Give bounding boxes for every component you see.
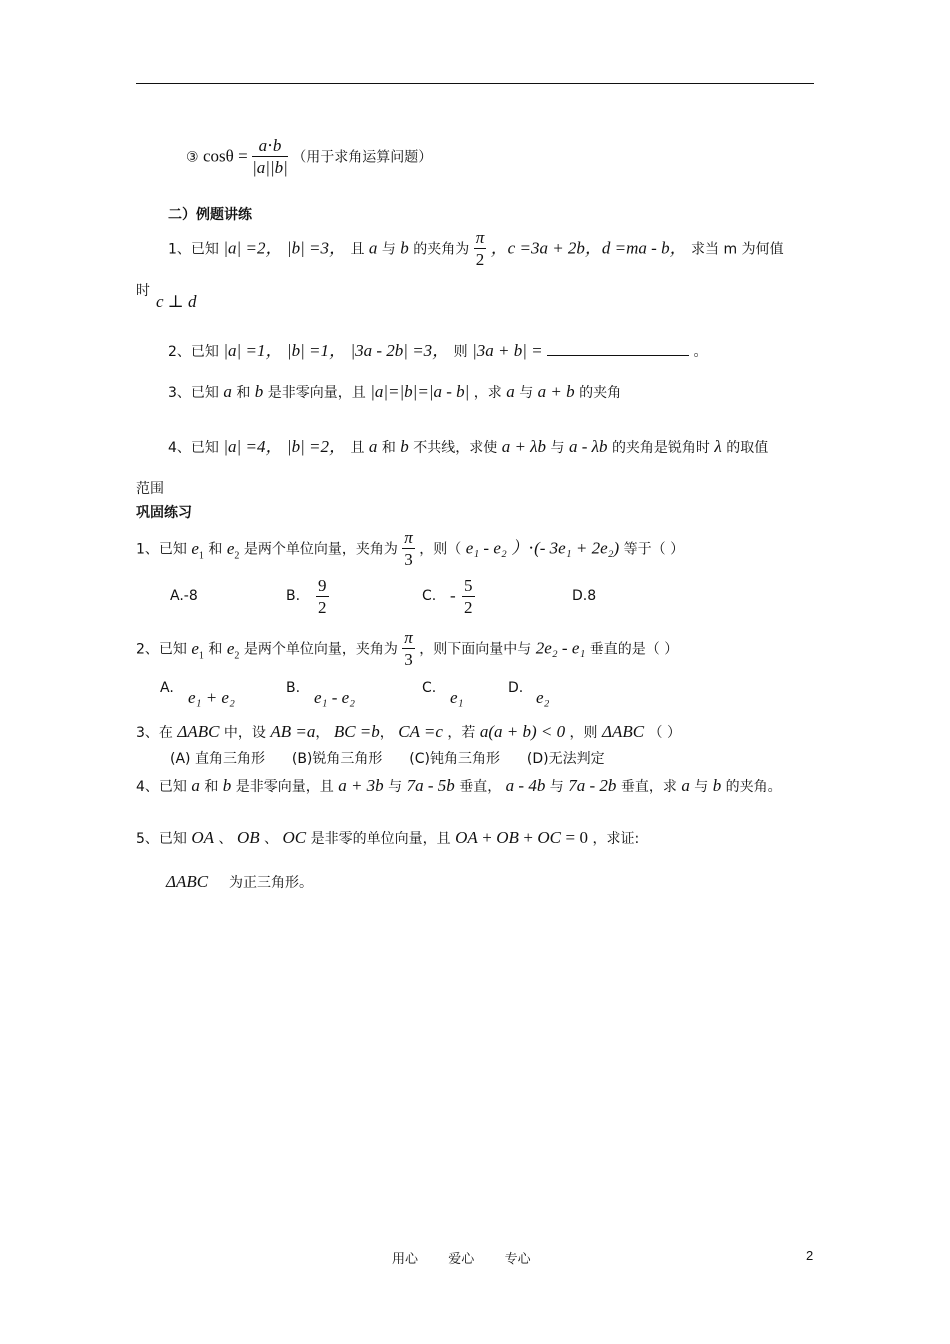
header-rule xyxy=(136,83,814,84)
formula-numerator: a⋅b xyxy=(252,136,288,157)
example-4-line2: 范围 xyxy=(136,481,164,497)
section-title-practice: 巩固练习 xyxy=(136,505,192,521)
q1-num: π xyxy=(404,528,413,547)
example-2 xyxy=(168,336,708,361)
ex1-line2-text: 时 xyxy=(136,283,150,299)
q1-option-b-den: 2 xyxy=(318,598,327,617)
q3-triangle: ΔABC xyxy=(177,722,220,741)
q2-text: 和 xyxy=(208,641,223,658)
q1-text: 和 xyxy=(208,541,223,558)
ex3-text: 和 xyxy=(236,385,251,401)
q2-expr: 2e₂ - e₁ xyxy=(535,638,586,658)
ex1-vec-b: b xyxy=(400,238,409,258)
q4-vec-b: b xyxy=(712,776,722,795)
q1-option-b-fraction xyxy=(316,576,329,619)
q5-triangle: ΔABC xyxy=(166,872,209,891)
example-1-line2 xyxy=(136,280,150,300)
ex2-answer-blank xyxy=(547,345,689,356)
ex4-cond1: |a| =4， xyxy=(223,437,283,456)
ex1-num: π xyxy=(475,228,485,247)
q1-expr1: e₁ - e₂ xyxy=(465,538,507,558)
q5-vec-ob: OB xyxy=(236,828,260,847)
practice-5 xyxy=(136,828,639,848)
q4-text: 和 xyxy=(204,779,219,795)
q1-text: 等于（ ） xyxy=(623,541,685,558)
footer-slogan-1: 用心 xyxy=(392,1252,419,1267)
ex4-text: 且 xyxy=(350,440,365,456)
q1-option-c-neg: - xyxy=(450,586,456,605)
q1-option-d: D.8 xyxy=(572,588,597,604)
q5-eq: = xyxy=(565,828,576,847)
practice-2: 2、已知 $e_1$ 和 $e_2$ 是两个单位向量，夹角为 $\frac{\pi}{3}$ ，则下面向量中与 2e₂ - e₁ 垂直的是（ ） xyxy=(136,628,679,669)
ex3-text: ，求 xyxy=(473,385,502,401)
formula-lhs: cosθ = xyxy=(203,146,248,166)
q4-vec-4: 7a - 2b xyxy=(568,776,617,795)
q5-sum-oa: OA xyxy=(455,828,478,847)
q5-plus: + xyxy=(523,828,533,847)
q2-option-a-value: e₁ + e₂ xyxy=(188,688,235,707)
ex3-prefix: 3、已知 xyxy=(168,385,219,401)
q1-text: 是两个单位向量，夹角为 xyxy=(243,541,398,558)
q2-option-c-value: e₁ xyxy=(450,688,464,707)
ex1-text: 与 xyxy=(381,241,396,258)
q3-vec-bc: BC =b xyxy=(333,722,380,741)
q1-option-c-label: C. xyxy=(422,588,437,604)
q4-text: 与 xyxy=(388,779,403,795)
ex3-text: 与 xyxy=(519,385,534,401)
footer-slogan-2: 爱心 xyxy=(448,1252,475,1267)
ex1-angle-fraction xyxy=(474,228,487,271)
q2-option-a-label: A. xyxy=(160,680,174,696)
practice-5-line2 xyxy=(166,872,313,892)
q4-text: 垂直，求 xyxy=(620,779,677,795)
ex4-text: 和 xyxy=(381,440,396,456)
ex1-abs-a: |a| =2， xyxy=(223,238,283,258)
section-title-examples: 二）例题讲练 xyxy=(168,207,252,223)
ex1-text: 的夹角为 xyxy=(413,241,470,258)
q2-options xyxy=(160,680,800,714)
practice-1: 1、已知 $e_1$ 和 $e_2$ 是两个单位向量，夹角为 $\frac{\pi}{3}$ ，则（ e₁ - e₂ ）⋅(- 3e₁ + 2e₂) 等于（ ） xyxy=(136,528,685,569)
q1-option-c-fraction xyxy=(462,576,475,619)
ex2-cond1: |a| =1， xyxy=(223,341,283,360)
footer-slogan xyxy=(392,1248,531,1267)
ex1-abs-b: |b| =3， xyxy=(286,238,346,258)
q5-sum-ob: OB xyxy=(496,828,519,847)
ex1-den: 2 xyxy=(475,250,485,269)
q1-option-c-num: 5 xyxy=(464,576,473,595)
ex4-text: 与 xyxy=(550,440,565,456)
q4-prefix: 4、已知 xyxy=(136,779,187,795)
q4-vec-2: 7a - 5b xyxy=(406,776,455,795)
ex1-vec-a: a xyxy=(368,238,378,258)
q4-text: 是非零向量，且 xyxy=(235,779,334,795)
q5-plus: + xyxy=(482,828,492,847)
footer-slogan-3: 专心 xyxy=(504,1252,531,1267)
q5-sum-oc: OC xyxy=(537,828,562,847)
q4-text: 与 xyxy=(549,779,564,795)
q3-option-c: (C)钝角三角形 xyxy=(409,751,500,767)
q1-option-c-den: 2 xyxy=(464,598,473,617)
q2-prefix: 2、已知 xyxy=(136,641,187,658)
q1-option-a: A.-8 xyxy=(170,588,198,604)
q3-option-a: (A) 直角三角形 xyxy=(170,751,265,767)
q2-option-c-label: C. xyxy=(422,680,437,696)
q1-option-b-num: 9 xyxy=(318,576,327,595)
q1-den: 3 xyxy=(404,550,413,569)
ex1-tail: 求当 m 为何值 xyxy=(691,241,784,258)
ex4-text: 的取值 xyxy=(726,440,769,456)
q4-text: 与 xyxy=(694,779,709,795)
q2-text: 是两个单位向量，夹角为 xyxy=(243,641,398,658)
formula-note: （用于求角运算问题） xyxy=(292,149,433,166)
q3-condition: a(a + b) < 0 xyxy=(479,722,566,741)
ex3-vec-b: b xyxy=(254,382,264,401)
ex2-question: |3a + b| = xyxy=(472,341,543,360)
q5-prefix: 5、已知 xyxy=(136,831,187,847)
q1-e2: e xyxy=(226,538,235,558)
ex2-cond2: |b| =1， xyxy=(286,341,346,360)
q3-vec-ca: CA =c xyxy=(398,722,443,741)
practice-4 xyxy=(136,776,782,796)
q3-prefix: 3、在 xyxy=(136,725,173,741)
q4-vec-a: a xyxy=(191,776,200,795)
q4-text: 的夹角。 xyxy=(725,779,782,795)
ex4-vec-diff: a - λb xyxy=(568,437,608,456)
q3-text: ，若 xyxy=(447,725,476,741)
q2-den: 3 xyxy=(404,650,413,669)
ex4-lambda: λ xyxy=(714,437,722,456)
q1-option-b-label: B. xyxy=(286,588,301,604)
ex3-sum: a + b xyxy=(537,382,575,401)
q5-vec-oc: OC xyxy=(282,828,307,847)
ex4-text: 的夹角是锐角时 xyxy=(611,440,710,456)
ex4-vec-a: a xyxy=(368,437,378,456)
ex3-vec-a: a xyxy=(506,382,515,401)
q4-vec-3: a - 4b xyxy=(505,776,546,795)
formula-denominator: |a||b| xyxy=(252,158,288,177)
q3-option-d: (D)无法判定 xyxy=(526,751,605,767)
q1-options xyxy=(170,576,810,626)
q4-vec-b: b xyxy=(222,776,232,795)
circled-marker: ③ xyxy=(186,149,199,166)
page-number: 2 xyxy=(806,1248,814,1263)
q2-option-d-label: D. xyxy=(508,680,524,696)
q4-vec-a: a xyxy=(681,776,690,795)
formula-cos-theta xyxy=(186,136,432,179)
q3-text: （ ） xyxy=(648,725,681,741)
q2-option-b-value: e₁ - e₂ xyxy=(314,688,356,707)
q5-vec-oa: OA xyxy=(191,828,215,847)
q2-option-d-value: e₂ xyxy=(536,688,550,707)
q1-e1: e xyxy=(191,538,199,558)
ex1-perp: c ⊥ d xyxy=(156,292,197,311)
ex2-text: 则 xyxy=(453,344,468,360)
example-1-line1 xyxy=(168,228,784,271)
ex4-prefix: 4、已知 xyxy=(168,440,219,456)
q2-text: 垂直的是（ ） xyxy=(589,641,679,658)
q5-zero: 0 xyxy=(579,828,589,847)
ex3-text: 的夹角 xyxy=(579,385,622,401)
q1-text: ，则（ xyxy=(419,541,462,558)
example-3 xyxy=(168,382,621,402)
q3-vec-ab: AB =a xyxy=(270,722,316,741)
ex1-prefix: 1、已知 xyxy=(168,241,219,258)
q5-sep: 、 xyxy=(218,831,233,847)
ex4-vec-b: b xyxy=(400,437,409,456)
q2-text: ，则下面向量中与 xyxy=(419,641,532,658)
ex3-vec-a: a xyxy=(223,382,232,401)
q5-text: ，求证: xyxy=(592,831,640,847)
q4-vec-1: a + 3b xyxy=(338,776,384,795)
practice-3: 3、在 ΔABC 中，设 AB =a， BC =b， CA =c ，若 a(a + b) < 0 ，则 ΔABC （ ） xyxy=(136,722,681,741)
example-4 xyxy=(168,432,768,457)
q3-text: 中，设 xyxy=(223,725,266,741)
q3-option-b: (B)锐角三角形 xyxy=(291,751,383,767)
ex4-vec-sum: a + λb xyxy=(501,437,547,456)
ex3-text: 是非零向量，且 xyxy=(267,385,366,401)
q2-num: π xyxy=(404,628,413,647)
q2-option-b-label: B. xyxy=(286,680,301,696)
q3-text: ，则 xyxy=(569,725,598,741)
ex1-cd-defs: ，c =3a + 2b，d =ma - b， xyxy=(490,238,687,258)
ex2-cond3: |3a - 2b| =3， xyxy=(350,341,450,360)
q3-options xyxy=(170,748,605,768)
q1-angle-fraction xyxy=(402,528,415,571)
ex2-end: 。 xyxy=(693,344,708,360)
q5-sep: 、 xyxy=(264,831,279,847)
q1-prefix: 1、已知 xyxy=(136,541,187,558)
q5-text: 为正三角形。 xyxy=(229,875,313,891)
ex4-cond2: |b| =2， xyxy=(286,437,346,456)
q4-text: 垂直， xyxy=(459,779,502,795)
formula-fraction xyxy=(252,136,288,179)
q2-angle-fraction xyxy=(402,628,415,671)
ex4-text: 不共线，求使 xyxy=(413,440,498,456)
ex3-condition: |a|=|b|=|a - b| xyxy=(370,382,470,401)
ex1-text: 且 xyxy=(350,241,365,258)
q5-text: 是非零的单位向量，且 xyxy=(310,831,451,847)
q3-triangle: ΔABC xyxy=(602,722,645,741)
q1-expr2: ）⋅(- 3e₁ + 2e₂) xyxy=(511,538,620,558)
ex2-prefix: 2、已知 xyxy=(168,344,219,360)
